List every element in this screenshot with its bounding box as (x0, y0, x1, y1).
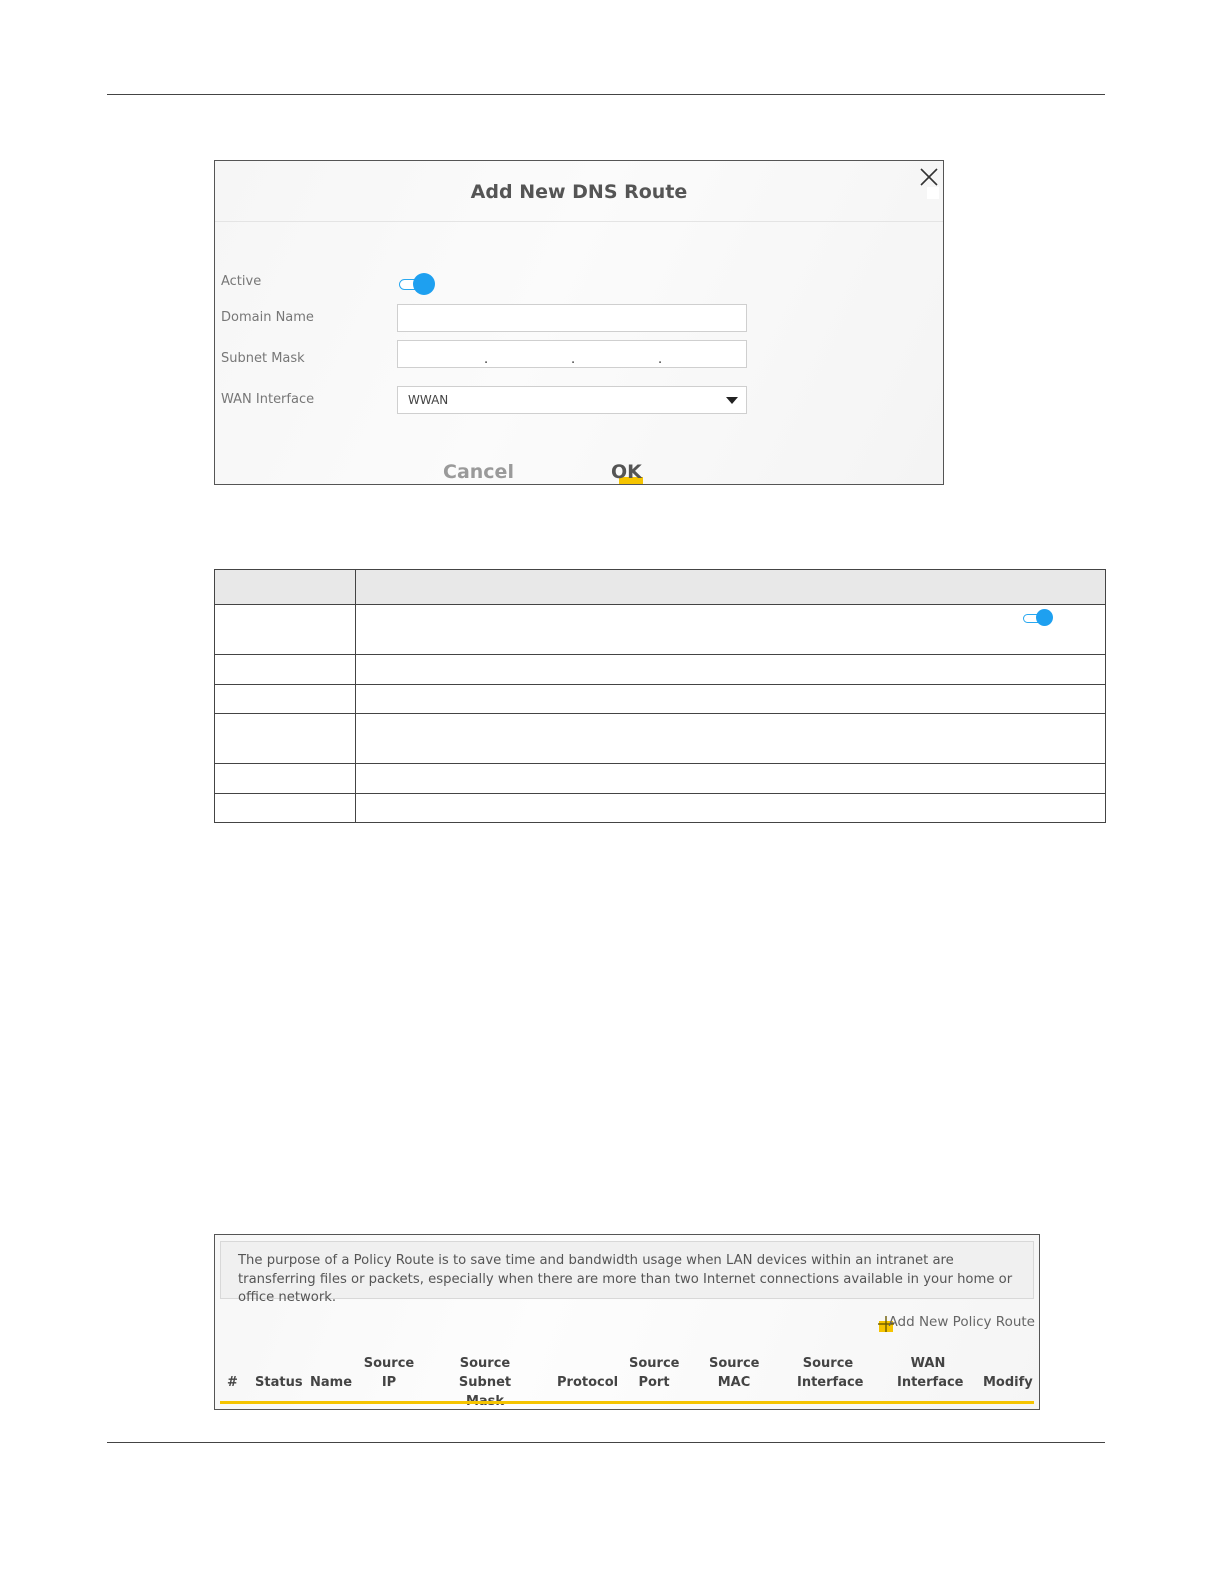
dialog-title-divider (215, 221, 943, 222)
table-cell (356, 764, 1106, 794)
table-header-underline (220, 1401, 1034, 1404)
header-rule (107, 94, 1105, 95)
table-cell (215, 794, 356, 823)
ip-separator: . (484, 352, 489, 367)
wan-interface-select[interactable] (397, 386, 747, 414)
column-header-status: Status (255, 1375, 303, 1390)
table-cell (356, 605, 1106, 655)
column-header-source-mac (709, 1354, 759, 1392)
table-row (215, 764, 1106, 794)
active-toggle[interactable] (397, 273, 437, 295)
column-header-line: MAC (717, 1375, 751, 1390)
table-header-cell (215, 570, 356, 605)
column-header-number: # (227, 1375, 238, 1390)
column-header-line: Interface (797, 1375, 864, 1390)
policy-route-info: The purpose of a Policy Route is to save time and bandwidth usage when LAN devices within an intranet are transferring files or packets, especially when there are more than two Internet connections available in your home or office network. (220, 1241, 1034, 1299)
table-row (215, 685, 1106, 714)
column-header-line: Source (709, 1356, 760, 1371)
field-description-table (214, 569, 1106, 823)
ip-separator: . (571, 352, 576, 367)
subnet-mask-label: Subnet Mask (221, 351, 305, 366)
table-cell (356, 685, 1106, 714)
column-header-protocol: Protocol (557, 1375, 619, 1390)
wan-interface-label: WAN Interface (221, 392, 315, 407)
domain-name-input[interactable] (397, 304, 747, 332)
close-icon[interactable] (917, 165, 941, 189)
active-label: Active (221, 274, 262, 289)
column-header-source-ip (363, 1354, 415, 1392)
toggle-knob (413, 273, 435, 295)
table-cell (215, 685, 356, 714)
ok-button[interactable]: OK (611, 461, 642, 483)
table-header-row (215, 570, 1106, 605)
column-header-source-interface (797, 1354, 864, 1392)
column-header-name: Name (310, 1375, 353, 1390)
table-cell (215, 714, 356, 764)
table-row (215, 794, 1106, 823)
column-header-line: Source Subnet (458, 1356, 512, 1390)
toggle-icon (1023, 609, 1055, 627)
column-header-line: Source (629, 1356, 680, 1371)
table-cell (215, 655, 356, 685)
column-header-line: Interface (897, 1375, 964, 1390)
domain-name-label: Domain Name (221, 310, 314, 325)
policy-route-panel (214, 1234, 1040, 1410)
table-row (215, 605, 1106, 655)
wan-interface-value: WWAN (408, 393, 449, 407)
column-header-line: Source (363, 1356, 415, 1371)
table-header-cell (356, 570, 1106, 605)
column-header-modify: Modify (983, 1375, 1033, 1390)
table-cell (215, 605, 356, 655)
table-cell (215, 764, 356, 794)
add-dns-route-dialog (214, 160, 944, 485)
table-cell (356, 714, 1106, 764)
footer-rule (107, 1442, 1105, 1443)
cancel-button[interactable]: Cancel (443, 461, 514, 483)
column-header-line: WAN (910, 1356, 946, 1371)
column-header-line: Port (638, 1375, 670, 1390)
table-cell (356, 794, 1106, 823)
add-new-policy-route-button[interactable]: Add New Policy Route (888, 1314, 1035, 1330)
dialog-title: Add New DNS Route (470, 181, 688, 203)
column-header-line: Source (802, 1356, 854, 1371)
column-header-source-port (629, 1354, 679, 1392)
table-row (215, 714, 1106, 764)
column-header-line: IP (381, 1375, 397, 1390)
column-header-wan-interface (897, 1354, 964, 1392)
subnet-mask-input[interactable] (397, 340, 747, 368)
ip-separator: . (658, 352, 663, 367)
table-cell (356, 655, 1106, 685)
table-row (215, 655, 1106, 685)
dropdown-caret-icon (726, 397, 738, 404)
toggle-knob (1036, 609, 1053, 626)
